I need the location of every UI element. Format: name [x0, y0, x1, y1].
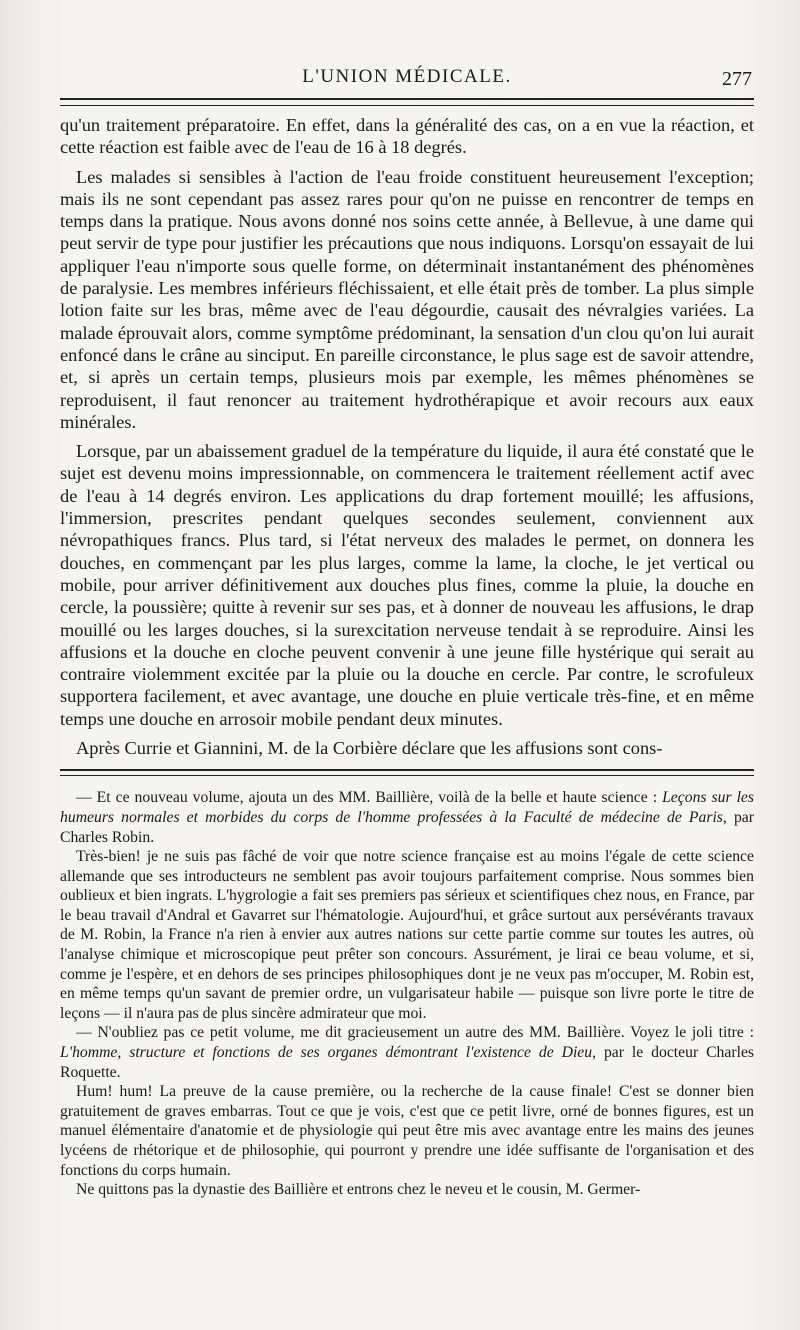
footnote-text-run: , par le docteur Charles Roquette. — [60, 1044, 755, 1081]
body-paragraph: Lorsque, par un abaissement graduel de la température du liquide, il aura été constaté que le sujet est devenu moins impressionnable, on commencera le traitement réellement actif avec de l'eau à 14 degrés environ. Les applications du drap fortement mouillé; les affusions, l'immersion, prescrites pendant quelques secondes seulement, conviennent aux névropathiques francs. Plus tard, si l'état nerveux des malades le permet, on donnera les douches, en commençant par les plus larges, comme la lame, la cloche, le jet vertical ou mobile, pour arriver définitivement aux douches plus fines, comme la pluie, la douche en cercle, la poussière; quitte à revenir sur ses pas, et à donner de nouveau les affusions, le drap mouillé ou les larges douches, si la surexcitation nerveuse tendait à se reproduire. Ainsi les affusions et la douche en cloche peuvent convenir à une jeune fille hystérique qui serait au contraire violemment excitée par la pluie ou la douche en cercle. Par contre, le scrofuleux supportera facilement, et avec avantage, une douche en pluie verticale très-fine, et en même temps une douche en arrosoir mobile pendant deux minutes. — [60, 441, 754, 729]
feuilleton-text — [60, 788, 754, 1199]
page-number: 277 — [722, 68, 752, 90]
body-paragraph: qu'un traitement préparatoire. En effet, dans la généralité des cas, on a en vue la réaction, et cette réaction est faible avec de l'eau de 16 à 18 degrés. — [60, 115, 754, 158]
header-rule — [60, 98, 754, 106]
body-paragraph: Les malades si sensibles à l'action de l'eau froide constituent heureusement l'exception; mais ils ne sont cependant pas assez rares pour qu'on ne puisse en rencontrer de temps en temps dans la pratique. Nous avons donné nos soins cette année, à Bellevue, à une dame qui peut servir de type pour justifier les précautions que nous indiquons. Lorsqu'on essayait de lui appliquer l'eau n'importe sous quelle forme, on déterminait instantanément des phénomènes de paralysie. Les membres inférieurs fléchissaient, et elle était près de tomber. La plus simple lotion faite sur les bras, même avec de l'eau dégourdie, causait des névralgies variées. La malade éprouvait alors, comme symptôme prédominant, la sensation d'un clou qu'on lui aurait enfoncé dans le crâne au sinciput. En pareille circonstance, le plus sage est de savoir attendre, et, si après un certain temps, plusieurs mois par exemple, les mêmes phénomènes se reproduisent, il faut renoncer au traitement hydrothérapique et avoir recours aux eaux minérales. — [60, 166, 754, 432]
book-title-italic: L'homme, structure et fonctions de ses organes démontrant l'existence de Dieu — [60, 1044, 593, 1062]
footnote-paragraph — [60, 1023, 754, 1082]
footnote-paragraph: Ne quittons pas la dynastie des Baillière et entrons chez le neveu et le cousin, M. Germer- — [76, 1181, 641, 1199]
footnote-text-run: , par Charles Robin. — [60, 808, 754, 846]
footnote-text-run: — N'oubliez pas ce petit volume, me dit gracieusement un autre des MM. Baillière. Voyez le joli titre : — [76, 1024, 754, 1042]
running-title: L'UNION MÉDICALE. — [302, 66, 512, 87]
page-header — [60, 62, 754, 96]
footnote-text-run: — Et ce nouveau volume, ajouta un des MM. Baillière, voilà de la belle et haute science : — [76, 789, 663, 807]
footnote-paragraph: Hum! hum! La preuve de la cause première, ou la recherche de la cause finale! C'est se donner bien gratuitement de graves embarras. Tout ce que je vois, c'est que ce petit livre, orné de bonnes figures, est un manuel élémentaire d'anatomie et de physiologie qui peut être mis avec avantage entre les mains des jeunes lycéens de rhétorique et de philosophie, qui pourront y prendre une idée suffisante de l'organisation et des fonctions du corps humain. — [60, 1083, 754, 1179]
footnote-paragraph: Très-bien! je ne suis pas fâché de voir que notre science française est au moins l'égale de cette science allemande que ses introducteurs ne semblent pas avoir toujours parfaitement comprise. Nous sommes bien oublieux et bien ingrats. L'hygrologie a fait ses premiers pas sérieux et scientifiques chez nous, en France, par le beau travail d'Andral et Gavarret sur l'hématologie. Aujourd'hui, et grâce surtout aux persévérants travaux de M. Robin, la France n'a rien à envier aux autres nations sur cette partie comme sur toutes les autres, où l'analyse chimique et microscopique peut prêter son concours. Assurément, je lirai ce beau volume, et si, comme je l'espère, et en dehors de ses principes philosophiques dont je ne veux pas m'occuper, M. Robin est, en même temps qu'un savant de premier ordre, un vulgarisateur habile — puisque son livre porte le titre de leçons — il n'aura pas de plus sincère admirateur que moi. — [60, 848, 754, 1022]
footnote-rule — [60, 769, 754, 776]
footnote-paragraph — [60, 788, 754, 847]
book-title-italic: Leçons sur les humeurs normales et morbides du corps de l'homme professées à la Faculté de médecine de Paris — [60, 789, 754, 826]
main-text — [60, 114, 754, 759]
body-paragraph: Après Currie et Giannini, M. de la Corbière déclare que les affusions sont cons- — [76, 738, 663, 759]
